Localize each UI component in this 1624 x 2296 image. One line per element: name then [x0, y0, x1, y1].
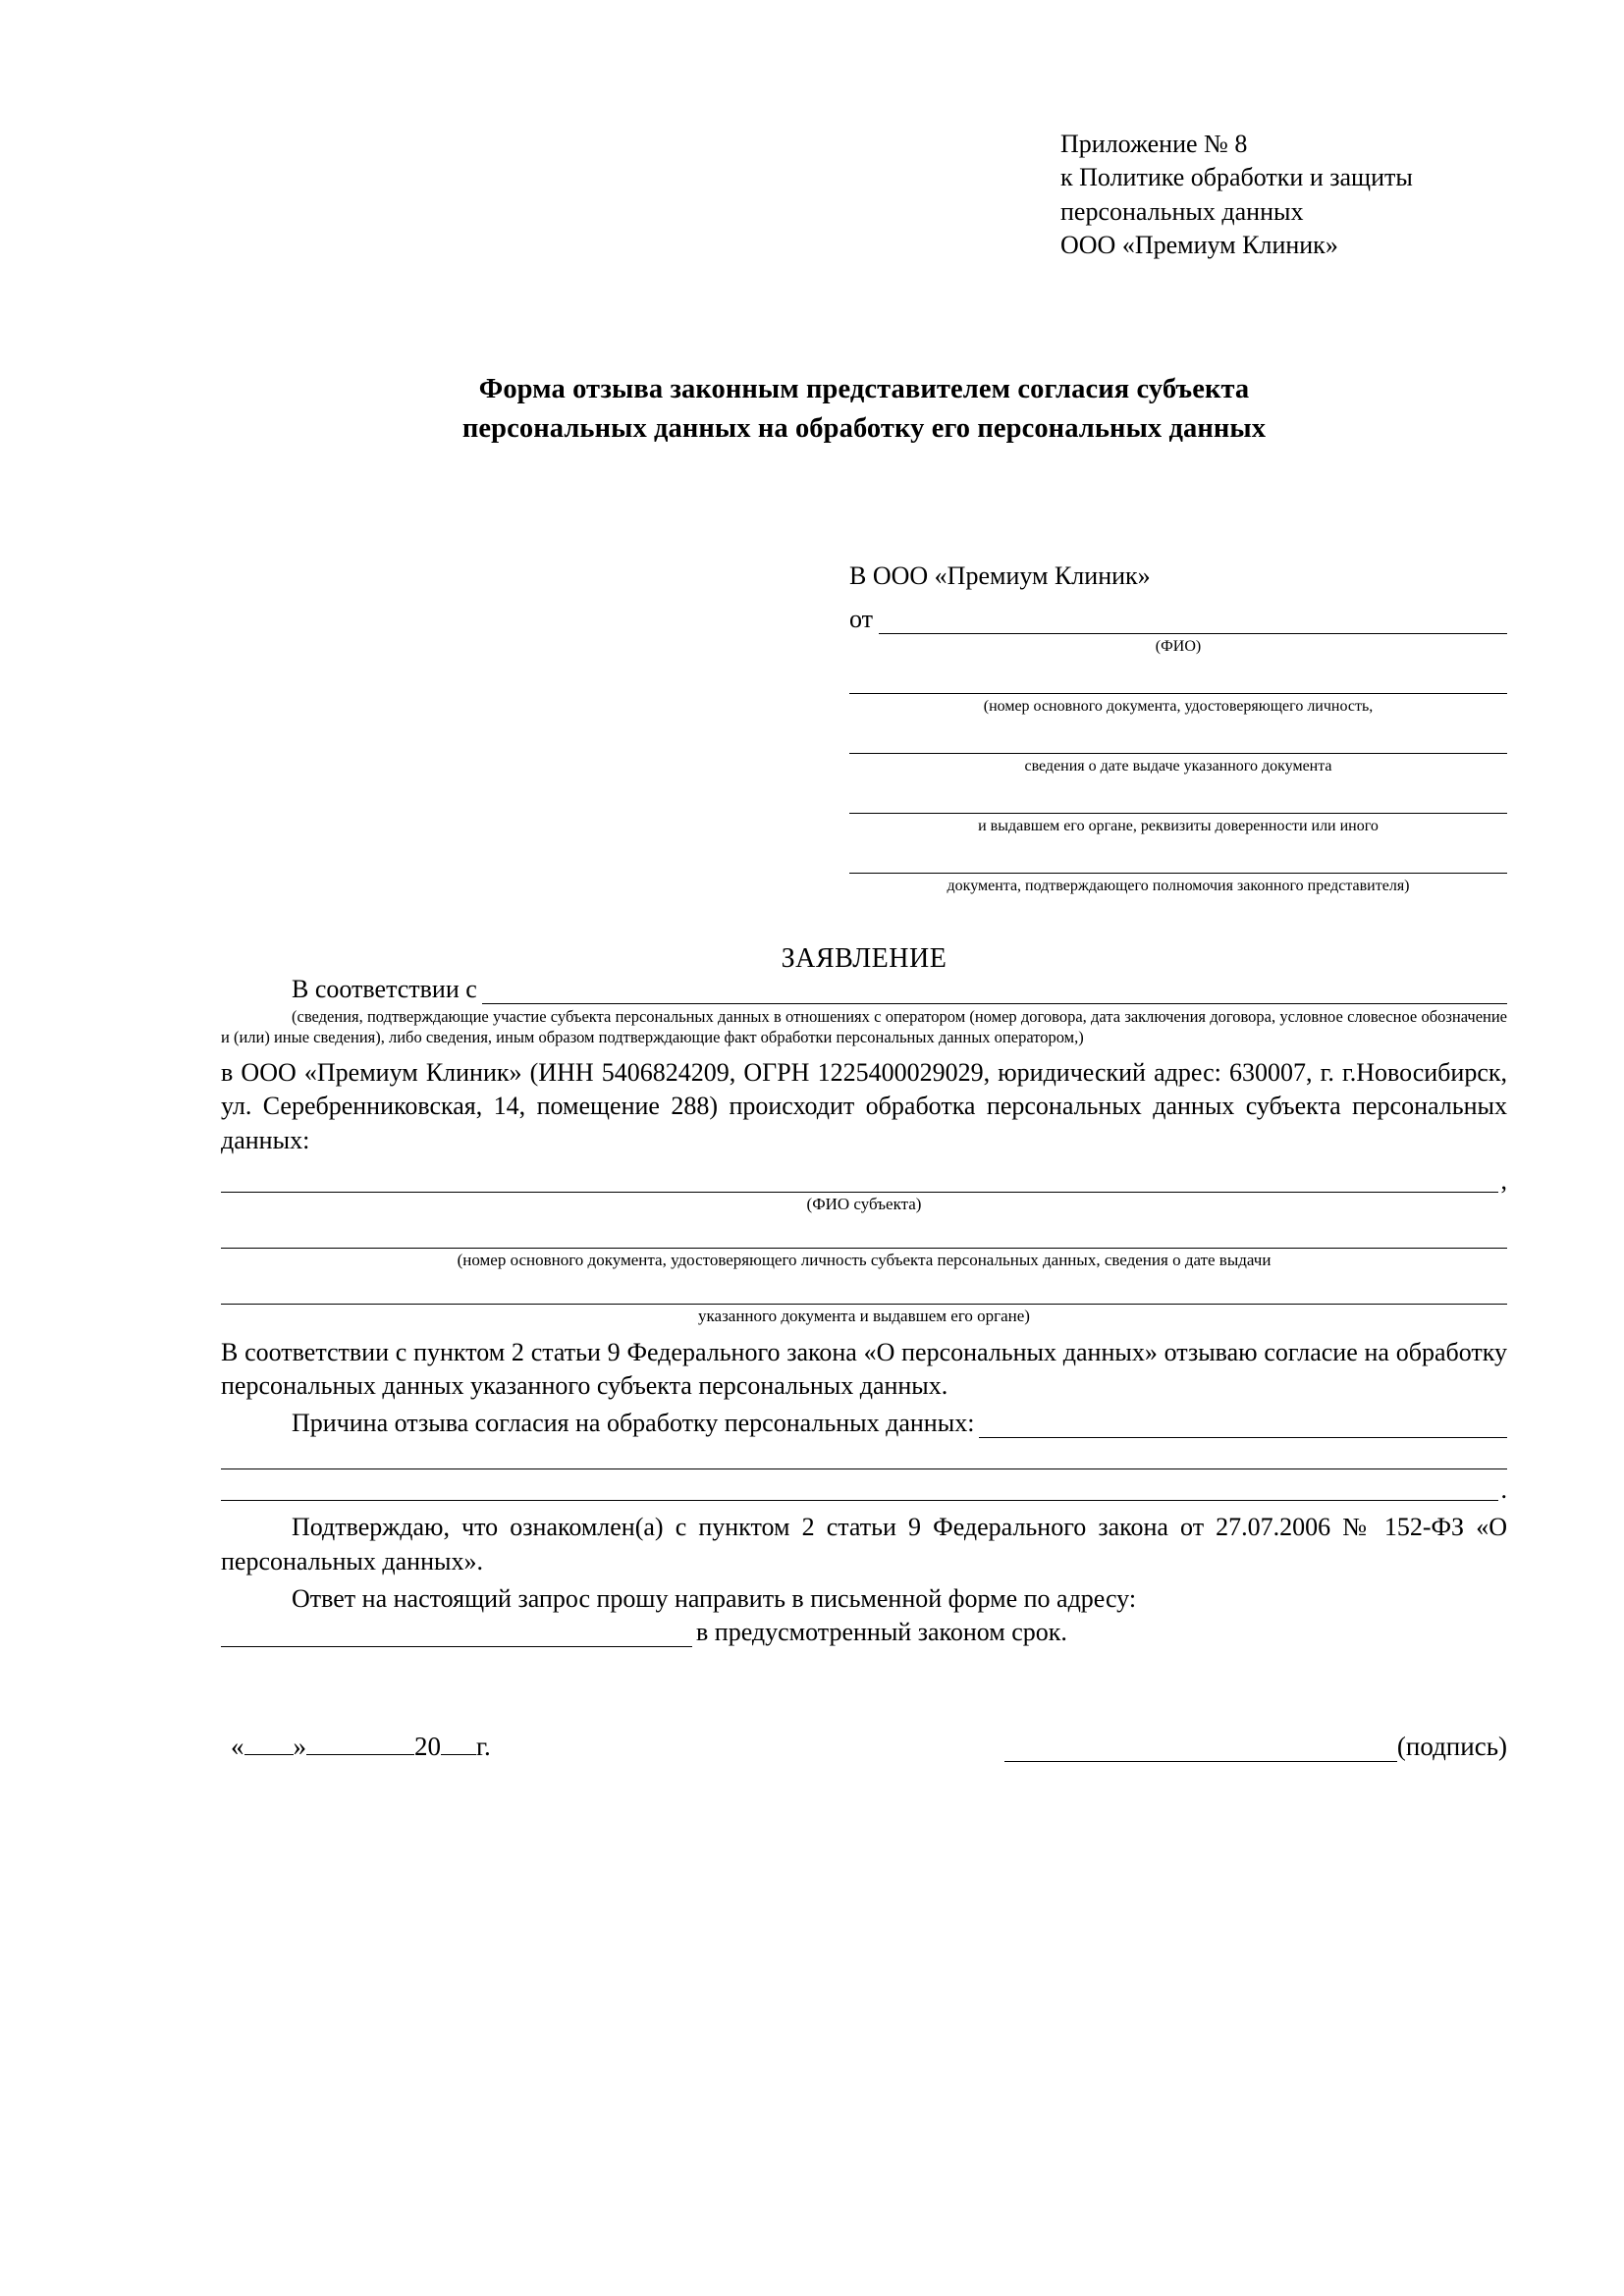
- answer-address-input[interactable]: [221, 1625, 692, 1647]
- reason-input-2[interactable]: [221, 1438, 1507, 1469]
- page-title: [221, 370, 1507, 449]
- addressee-organization: В ООО «Премиум Клиник»: [849, 561, 1151, 591]
- appendix-header: [1060, 128, 1507, 262]
- subject-fio-row: [221, 1166, 1507, 1196]
- in-accordance-row: [221, 975, 1507, 1004]
- statement-note-text: (сведения, подтверждающие участие субъекта персональных данных в отношениях с оператором (номер договора, дата заключения договора, условное словесное обозначение и (или) иные сведения), либо сведения, иным образом подтверждающие факт обработки персональных данных оператором,): [221, 1007, 1507, 1047]
- statement-heading: ЗАЯВЛЕНИЕ: [781, 943, 947, 975]
- reason-row: [221, 1409, 1507, 1438]
- reason-row-3: [221, 1469, 1507, 1505]
- caption-doc-2: сведения о дате выдаче указанного документа: [1024, 758, 1332, 775]
- reason-tail: .: [1500, 1475, 1507, 1505]
- reason-input-3[interactable]: [221, 1469, 1498, 1501]
- signature-row: [221, 1732, 1507, 1762]
- from-row: [849, 605, 1507, 634]
- date-quote-close: »: [293, 1732, 306, 1762]
- subject-fio-input[interactable]: [221, 1169, 1498, 1193]
- page-title-line-2: персональных данных на обработку его персональных данных: [461, 413, 1267, 445]
- signature-label: (подпись): [1396, 1732, 1507, 1762]
- reason-input-1[interactable]: [979, 1415, 1507, 1438]
- operator-paragraph: в ООО «Премиум Клиник» (ИНН 5406824209, ОГРН 1225400029029, юридический адрес: 630007, г. г.Новосибирск, ул. Серебренниковская, 14, помещение 288) происходит обработка персональных данных субъекта персональных данных:: [221, 1057, 1507, 1154]
- appendix-header-line-4: ООО «Премиум Клиник»: [1060, 230, 1338, 259]
- subject-doc-input-1[interactable]: [221, 1224, 1507, 1249]
- representative-doc-input-2[interactable]: [849, 729, 1507, 754]
- from-name-input[interactable]: [879, 612, 1507, 634]
- addressee-block: [849, 561, 1507, 896]
- caption-fio: (ФИО): [1155, 638, 1202, 656]
- caption-doc-4: документа, подтверждающего полномочия законного представителя): [947, 878, 1410, 895]
- confirm-paragraph: Подтверждаю, что ознакомлен(а) с пунктом 2 статьи 9 Федерального закона от 27.07.2006 № 152-ФЗ «О персональных данных».: [221, 1513, 1507, 1575]
- date-day-input[interactable]: [244, 1754, 294, 1755]
- appendix-header-line-1: Приложение № 8: [1060, 130, 1248, 158]
- statement-note: [221, 1006, 1507, 1048]
- answer-address-tail: в предусмотренный законом срок.: [696, 1618, 1067, 1647]
- answer-address-row: [221, 1618, 1507, 1647]
- in-accordance-label: В соответствии с: [292, 975, 477, 1004]
- subject-doc-input-2[interactable]: [221, 1280, 1507, 1305]
- appendix-header-line-2: к Политике обработки и защиты: [1060, 163, 1413, 192]
- from-label: от: [849, 605, 874, 634]
- document-content: [221, 128, 1507, 1762]
- caption-doc-3: и выдавшем его органе, реквизиты доверенности или иного: [978, 818, 1379, 835]
- answer-paragraph: Ответ на настоящий запрос прошу направить в письменной форме по адресу:: [292, 1584, 1137, 1614]
- page-title-line-1: Форма отзыва законным представителем согласия субъекта: [478, 374, 1250, 405]
- caption-subject-doc-1: (номер основного документа, удостоверяющего личность субъекта персональных данных, сведения о дате выдачи: [457, 1250, 1272, 1269]
- caption-doc-1: (номер основного документа, удостоверяющего личность,: [983, 698, 1374, 716]
- date-suffix: г.: [476, 1732, 491, 1762]
- reason-extra-lines: [221, 1438, 1507, 1505]
- revoke-paragraph: В соответствии с пунктом 2 статьи 9 Федерального закона «О персональных данных» отзываю согласие на обработку персональных данных указанного субъекта персональных данных.: [221, 1337, 1507, 1401]
- date-year-input[interactable]: [441, 1754, 476, 1755]
- caption-subject-fio: (ФИО субъекта): [806, 1194, 922, 1213]
- in-accordance-input[interactable]: [482, 982, 1507, 1004]
- representative-doc-input-1[interactable]: [849, 669, 1507, 694]
- date-year-prefix: 20: [414, 1732, 441, 1762]
- representative-doc-input-3[interactable]: [849, 789, 1507, 814]
- signature-input[interactable]: [1004, 1739, 1397, 1762]
- reason-label: Причина отзыва согласия на обработку персональных данных:: [292, 1409, 975, 1438]
- caption-subject-doc-2: указанного документа и выдавшем его органе): [698, 1306, 1030, 1325]
- representative-doc-input-4[interactable]: [849, 849, 1507, 874]
- date-field[interactable]: [221, 1732, 491, 1762]
- appendix-header-line-3: персональных данных: [1060, 196, 1304, 226]
- subject-fio-comma: ,: [1500, 1166, 1507, 1196]
- date-quote-open: «: [231, 1732, 244, 1762]
- date-month-input[interactable]: [306, 1754, 414, 1755]
